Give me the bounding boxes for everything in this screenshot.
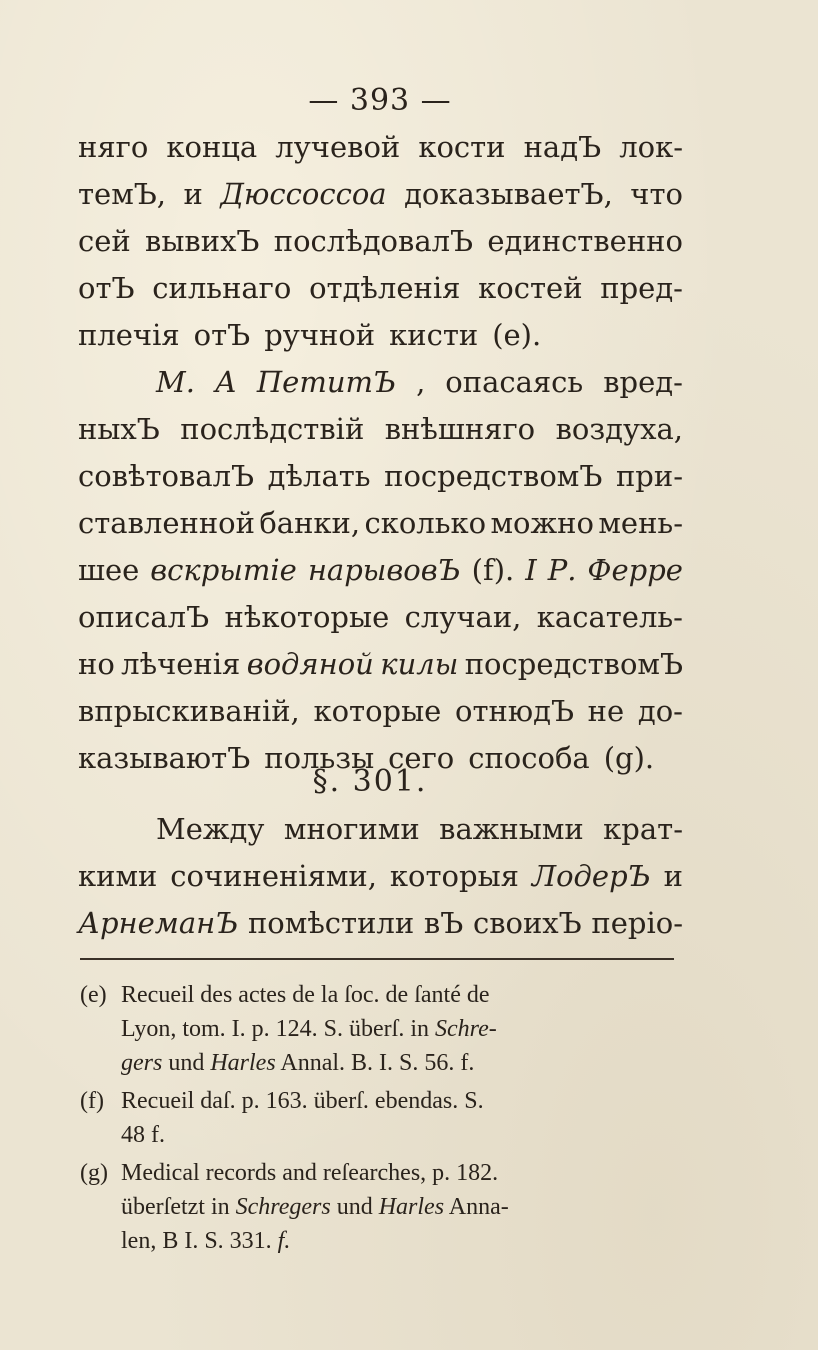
word: которыя (389, 859, 519, 893)
word: ПетитЪ (256, 365, 397, 399)
footnote-text: gers (121, 1050, 163, 1076)
word: кими (78, 859, 158, 893)
word: но (78, 647, 115, 681)
word: перiо- (591, 906, 683, 940)
word: нарывовЪ (307, 553, 461, 587)
word: важными (439, 812, 584, 846)
footnote-text: len, B I. S. 331. (121, 1228, 278, 1254)
word: А (214, 365, 237, 399)
footnote-text: und (330, 1194, 379, 1220)
footnote-text: und (162, 1050, 211, 1076)
text-line (78, 500, 683, 547)
text-line (78, 641, 683, 688)
main-text-continued (78, 806, 683, 947)
footnote-line (80, 1118, 690, 1152)
footnote-line (80, 1046, 690, 1080)
word: опасаясь (445, 365, 584, 399)
word: темЪ, (78, 177, 167, 211)
footnote-marker: (e) (80, 982, 107, 1008)
word: шее (78, 553, 140, 587)
word: сей (78, 224, 131, 258)
footnote-line (80, 1224, 690, 1258)
word: костей (478, 271, 583, 305)
footnote-text: Schregers (235, 1194, 331, 1220)
word: доказываетЪ, (404, 177, 613, 211)
word: дѣлать (267, 459, 371, 493)
word: помѣстили (247, 906, 415, 940)
text-line (78, 853, 683, 900)
word: описалЪ (78, 600, 210, 634)
word: случаи, (404, 600, 522, 634)
word: (g). (603, 741, 655, 775)
footnote-text: Annal. B. I. S. 56. f. (275, 1050, 475, 1076)
footnote-line (80, 1012, 690, 1046)
word: няго (78, 130, 149, 164)
footnote-text: Recueil daſ. p. 163. überſ. ebendas. S. (121, 1088, 484, 1114)
footnote (80, 1084, 690, 1152)
footnote-marker: (f) (80, 1088, 104, 1114)
text-line (78, 453, 683, 500)
word: способа (468, 741, 590, 775)
word: воздуха, (555, 412, 683, 446)
paragraph-2 (78, 359, 683, 782)
word: , (416, 365, 426, 399)
word: впрыскиваній, (78, 694, 300, 728)
paragraph-1 (78, 124, 683, 359)
word: крат- (603, 812, 683, 846)
word: вывихЪ (145, 224, 260, 258)
footnote-text: f. (277, 1228, 291, 1254)
text-line (78, 265, 683, 312)
text-line (78, 594, 683, 641)
word: Между (156, 812, 265, 846)
word: АрнеманЪ (78, 906, 239, 940)
word: вскрытіе (150, 553, 297, 587)
word: сильнаго (152, 271, 292, 305)
main-text (78, 124, 683, 782)
footnote-text: Harles (378, 1194, 445, 1220)
word: лок- (619, 130, 683, 164)
footnote-text: Lyon, tom. I. p. 124. S. überſ. in (121, 1016, 435, 1042)
word: М. (156, 365, 195, 399)
word: банки, (259, 506, 361, 540)
word: Р. (547, 553, 577, 587)
page-number: — 393 — (308, 83, 452, 118)
word: (f). (471, 553, 515, 587)
word: кости (418, 130, 506, 164)
word: лѣченія (121, 647, 241, 681)
footnote-text: 48 f. (121, 1122, 165, 1148)
footnote-line (80, 978, 690, 1012)
word: до- (637, 694, 683, 728)
word: не (587, 694, 625, 728)
text-line (78, 547, 683, 594)
section-heading: §. 301. (312, 764, 428, 799)
word: сочиненіями, (170, 859, 377, 893)
footnote (80, 1156, 690, 1258)
text-line (78, 406, 683, 453)
text-line (78, 688, 683, 735)
word: единственно (487, 224, 683, 258)
word: конца (166, 130, 258, 164)
word: ставленной (78, 506, 255, 540)
word: водяной (246, 647, 374, 681)
footnote-line (80, 1190, 690, 1224)
text-line (78, 359, 683, 406)
word: (e). (492, 318, 542, 352)
word: при- (615, 459, 683, 493)
footnote-text: Anna- (444, 1194, 509, 1220)
word: ныхЪ (78, 412, 160, 446)
text-line (78, 124, 683, 171)
footnote-marker: (g) (80, 1160, 108, 1186)
word: мень- (598, 506, 683, 540)
word: касатель- (536, 600, 683, 634)
word: послѣдовалЪ (273, 224, 474, 258)
footnote-divider (80, 958, 674, 960)
word: надЪ (523, 130, 602, 164)
word: Ферре (587, 553, 683, 587)
word: посредствомЪ (464, 647, 683, 681)
footnote-line (80, 1084, 690, 1118)
word: отЪ (78, 271, 135, 305)
word: отдѣленія (309, 271, 461, 305)
word: внѣшняго (384, 412, 536, 446)
word: кисти (389, 318, 479, 352)
word: можно (490, 506, 594, 540)
word: казываютЪ (78, 741, 251, 775)
word: отнюдЪ (455, 694, 574, 728)
word: что (630, 177, 683, 211)
word: нѣкоторые (224, 600, 390, 634)
word: ручной (264, 318, 376, 352)
word: Дюссоссоа (220, 177, 387, 211)
text-line (78, 218, 683, 265)
word: сколько (364, 506, 487, 540)
word: пред- (600, 271, 683, 305)
word: своихЪ (472, 906, 582, 940)
text-line (78, 900, 683, 947)
word: плечія (78, 318, 180, 352)
footnote-text: Schre- (435, 1016, 497, 1042)
word: отЪ (193, 318, 251, 352)
footnote-text: Recueil des actes de la ſoc. de ſanté de (121, 982, 490, 1008)
footnote-text: überſetzt in (121, 1194, 236, 1220)
word: которые (313, 694, 442, 728)
word: вред- (603, 365, 683, 399)
paragraph-3 (78, 806, 683, 947)
footnote-text: Medical records and reſearches, p. 182. (121, 1160, 499, 1186)
word: и (183, 177, 203, 211)
text-line (78, 312, 683, 359)
text-line (78, 171, 683, 218)
word: лучевой (275, 130, 401, 164)
word: I (525, 553, 537, 587)
word: ЛодерЪ (531, 859, 651, 893)
word: совѣтовалЪ (78, 459, 255, 493)
word: вЪ (423, 906, 464, 940)
footnote (80, 978, 690, 1080)
word: килы (380, 647, 459, 681)
footnote-line (80, 1156, 690, 1190)
word: пользы (264, 741, 375, 775)
word: посредствомЪ (384, 459, 603, 493)
text-line (78, 806, 683, 853)
word: послѣдствій (180, 412, 365, 446)
footnotes (80, 978, 690, 1262)
word: и (663, 859, 683, 893)
word: сего (388, 741, 455, 775)
footnote-text: Harles (210, 1050, 276, 1076)
word: многими (283, 812, 420, 846)
